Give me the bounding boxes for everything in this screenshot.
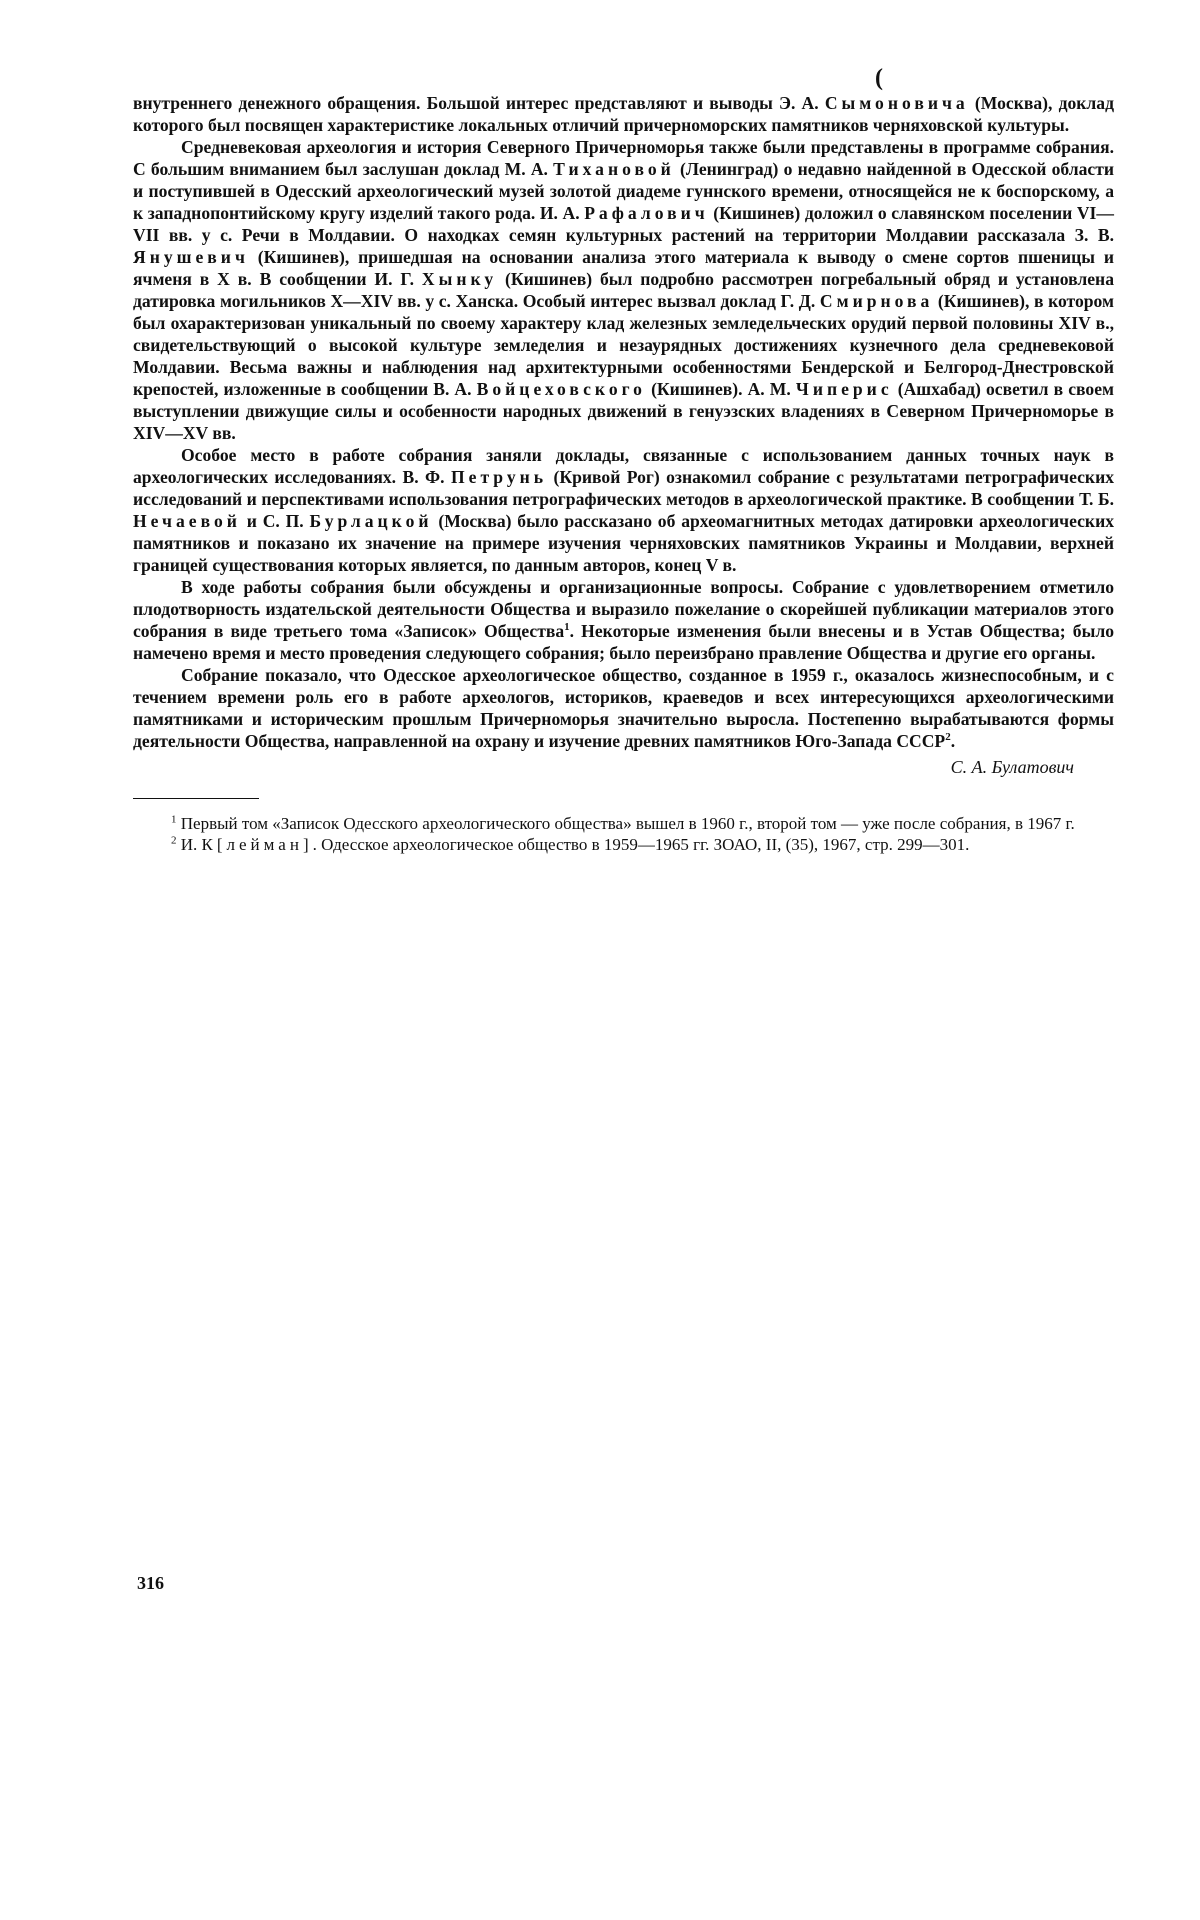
text-run: И.	[176, 835, 202, 854]
article-body	[133, 92, 1114, 855]
footnote-marker: 2	[171, 834, 177, 847]
footnote-marker: 1	[171, 813, 177, 826]
text-run: (Кишинев), в котором был охарактеризован уникальный по своему характеру клад железных земледельческих орудий первой половины XIV в., свидетельствующий о высокой культуре земледелия и незаурядных достижениях кузнечного дела средневековой Молдавии. Весьма важны и наблюдения над архитектурными особенностями Бендерской и Белгород-Днестровской крепостей, изложенные в сообщении В. А.	[133, 291, 1114, 399]
spaced-name: Янушевич	[133, 247, 249, 267]
text-run: (Москва), доклад которого был посвящен характеристике локальных отличий причерноморских памятников черняховской культуры.	[133, 93, 1114, 135]
footnote-marker: 1	[564, 621, 570, 634]
text-run: В ходе работы собрания были обсуждены и организационные вопросы. Собрание с удовлетворением отметило плодотворность издательской деятельности Общества и выразило пожелание о скорейшей публикации материалов этого собрания в виде третьего тома «Записок» Общества	[133, 577, 1114, 641]
spaced-name: Рафалович	[584, 203, 709, 223]
text-run: (Кишинев), пришедшая на основании анализа этого материала к выводу о смене сортов пшеницы и ячменя в X в. В сообщении И. Г.	[133, 247, 1114, 289]
footnote-marker: 2	[945, 731, 951, 744]
text-run: (Ашхабад) осветил в своем выступлении движущие силы и особенности народных движений в генуэзских владениях в Северном Причерноморье в XIV—XV вв.	[133, 379, 1114, 443]
text-run: Средневековая археология и история Северного Причерноморья также были представлены в программе собрания. С большим вниманием был заслушан доклад М. А.	[133, 137, 1114, 179]
text-run: (Кишинев) доложил о славянском поселении VI—VII вв. у с. Речи в Молдавии. О находках семян культурных растений на территории Молдавии рассказала З. В.	[133, 203, 1114, 245]
text-run: (Москва) было рассказано об археомагнитных методах датировки археологических памятников и показано их значение на примере изучения черняховских памятников Украины и Молдавии, верхней границей существования которых является, по данным авторов, конец V в.	[133, 511, 1115, 575]
paragraphs	[133, 92, 1114, 752]
spaced-name: Нечаевой	[133, 511, 241, 531]
text-run: (Ленинград) о недавно найденной в Одесской области и поступившей в Одесский археологический музей золотой диадеме гуннского времени, относящейся не к боспорскому, а к западнопонтийскому кругу изделий такого рода. И. А.	[133, 159, 1114, 223]
author-signature: С. А. Булатович	[950, 757, 1074, 777]
text-run: (Кишинев). А. М.	[645, 379, 796, 399]
footnote	[133, 834, 1114, 855]
spaced-name: Петрунь	[450, 467, 548, 487]
footnotes	[133, 813, 1114, 855]
top-mark: (	[875, 65, 883, 91]
text-run: (Кишинев) был подробно рассмотрен погребальный обряд и установлена датировка могильников X—XIV вв. у с. Ханска. Особый интерес вызвал доклад Г. Д.	[133, 269, 1114, 311]
spaced-name: Бурлацкой	[309, 511, 433, 531]
spaced-name: Войцеховского	[476, 379, 646, 399]
spaced-name: Смирнова	[819, 291, 934, 311]
footnote-rule	[133, 798, 259, 799]
text-run: . Одесское археологическое общество в 1959—1965 гг. ЗОАО, II, (35), 1967, стр. 299—301.	[312, 835, 970, 854]
paragraph	[133, 664, 1114, 752]
text-run: .	[950, 731, 956, 751]
paragraph	[133, 92, 1114, 136]
text-run: и С. П.	[240, 511, 310, 531]
spaced-name: Чиперис	[795, 379, 893, 399]
text-run: (Кривой Рог) ознакомил собрание с результатами петрографических исследований и перспективами использования петрографических методов в археологической практике. В сообщении Т. Б.	[133, 467, 1115, 509]
paragraph	[133, 576, 1114, 664]
text-run: Первый том «Записок Одесского археологического общества» вышел в 1960 г., второй том — уже после собрания, в 1967 г.	[176, 814, 1075, 833]
text-run: . Некоторые изменения были внесены и в Устав Общества; было намечено время и место проведения следующего собрания; было переизбрано правление Общества и другие его органы.	[133, 621, 1114, 663]
spaced-name: Хынку	[421, 269, 498, 289]
footnote	[133, 813, 1114, 834]
paragraph	[133, 136, 1114, 444]
spaced-name: Тихановой	[553, 159, 675, 179]
spaced-name: Сымоновича	[824, 93, 969, 113]
text-run: Собрание показало, что Одесское археологическое общество, созданное в 1959 г., оказалось жизнеспособным, и с течением времени роль его в работе археологов, историков, краеведов и всех интересующихся археологическими памятниками и историческим прошлым Причерноморья значительно выросла. Постепенно вырабатываются формы деятельности Общества, направленной на охрану и изучение древних памятников Юго-Запада СССР	[133, 665, 1114, 751]
text-run: Особое место в работе собрания заняли доклады, связанные с использованием данных точных наук в археологических исследованиях. В. Ф.	[133, 445, 1114, 487]
page-number: 316	[137, 1573, 164, 1593]
spaced-name: К[лейман]	[201, 835, 313, 854]
paragraph	[133, 444, 1114, 576]
text-run: внутреннего денежного обращения. Большой интерес представляют и выводы Э. А.	[133, 93, 825, 113]
